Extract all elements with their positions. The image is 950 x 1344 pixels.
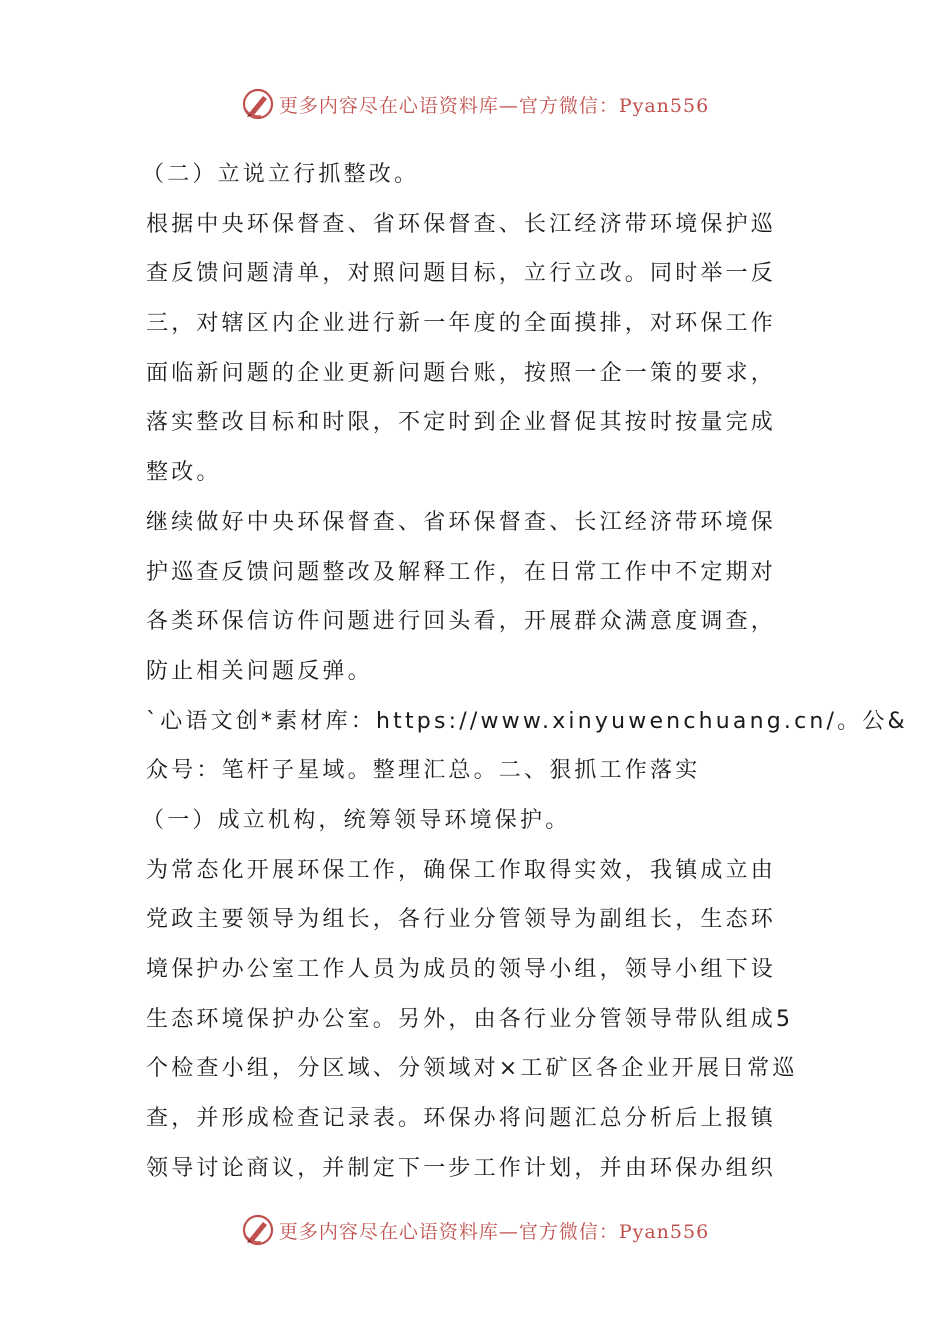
- document-body: [142, 150, 908, 1193]
- header-banner: [0, 84, 950, 124]
- paragraph-line: 个检查小组，分区域、分领域对×工矿区各企业开展日常巡: [146, 1056, 798, 1082]
- paragraph-line: 为常态化开展环保工作，确保工作取得实效，我镇成立由: [146, 857, 777, 883]
- paragraph-line: 查反馈问题清单，对照问题目标，立行立改。同时举一反: [146, 261, 777, 287]
- paragraph-line: 众号：笔杆子星域。整理汇总。二、狠抓工作落实: [146, 758, 701, 784]
- section-heading: （二）立说立行抓整改。: [142, 162, 420, 187]
- paragraph-line: `心语文创*素材库：https://www.xinyuwenchuang.cn/。公&: [146, 708, 908, 734]
- header-banner-text: 更多内容尽在心语资料库—官方微信：Pyan556: [278, 94, 710, 117]
- paragraph-line: 党政主要领导为组长，各行业分管领导为副组长，生态环: [146, 907, 777, 933]
- paragraph-line: 护巡查反馈问题整改及解释工作，在日常工作中不定期对: [146, 559, 777, 585]
- paragraph-line: 根据中央环保督查、省环保督查、长江经济带环境保护巡: [146, 211, 777, 237]
- pen-logo-icon: [241, 87, 275, 121]
- paragraph-line: 继续做好中央环保督查、省环保督查、长江经济带环境保: [146, 509, 777, 535]
- section-heading: （一）成立机构，统筹领导环境保护。: [142, 807, 571, 833]
- paragraph-line: 领导讨论商议，并制定下一步工作计划，并由环保办组织: [146, 1155, 777, 1181]
- footer-banner: [0, 1210, 950, 1250]
- footer-banner-text: 更多内容尽在心语资料库—官方微信：Pyan556: [278, 1220, 710, 1243]
- paragraph-line: 落实整改目标和时限，不定时到企业督促其按时按量完成: [146, 410, 777, 436]
- paragraph-line: 各类环保信访件问题进行回头看，开展群众满意度调查，: [146, 609, 777, 635]
- pen-logo-icon: [241, 1213, 275, 1247]
- paragraph-line: 防止相关问题反弹。: [146, 658, 373, 684]
- paragraph-line: 整改。: [146, 460, 222, 486]
- paragraph-line: 生态环境保护办公室。另外，由各行业分管领导带队组成5: [146, 1006, 794, 1032]
- paragraph-line: 查，并形成检查记录表。环保办将问题汇总分析后上报镇: [146, 1106, 777, 1132]
- paragraph-line: 三，对辖区内企业进行新一年度的全面摸排，对环保工作: [146, 311, 777, 337]
- paragraph-line: 境保护办公室工作人员为成员的领导小组，领导小组下设: [146, 957, 777, 982]
- paragraph-line: 面临新问题的企业更新问题台账，按照一企一策的要求，: [146, 360, 777, 386]
